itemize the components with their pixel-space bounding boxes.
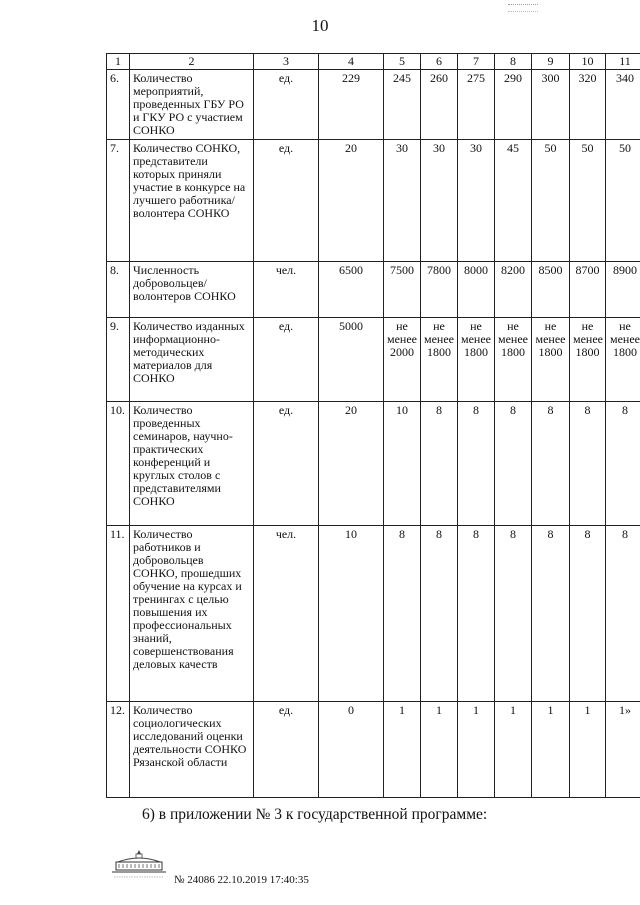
unit-cell: ед. — [254, 318, 319, 402]
value-cell: 1 — [421, 702, 458, 798]
value-cell: 8500 — [532, 262, 570, 318]
amendment-text: 6) в приложении № 3 к государственной программе: — [142, 806, 488, 823]
value-cell: 8 — [384, 526, 421, 702]
value-cell: 8 — [458, 402, 495, 526]
indicator-name: Количество социологических исследований оценки деятельности СОНКО Рязанской области — [130, 702, 254, 798]
row-number: 7. — [107, 140, 130, 262]
column-header: 1 — [107, 54, 130, 70]
column-header: 4 — [319, 54, 384, 70]
table-row — [107, 262, 640, 318]
value-cell: 8 — [495, 402, 532, 526]
row-number: 10. — [107, 402, 130, 526]
table-header-row — [107, 54, 640, 70]
value-cell: 290 — [495, 70, 532, 140]
value-cell: 8 — [532, 402, 570, 526]
value-cell: 8 — [458, 526, 495, 702]
row-number: 6. — [107, 70, 130, 140]
value-cell: 6500 — [319, 262, 384, 318]
value-cell: 50 — [606, 140, 640, 262]
value-cell: 10 — [319, 526, 384, 702]
column-header: 7 — [458, 54, 495, 70]
value-cell: 8 — [495, 526, 532, 702]
value-cell: 275 — [458, 70, 495, 140]
value-cell: 20 — [319, 140, 384, 262]
value-cell: 8 — [570, 402, 606, 526]
value-cell: 1 — [495, 702, 532, 798]
value-cell: не менее 1800 — [606, 318, 640, 402]
indicator-name: Численность добровольцев/ волонтеров СОНКО — [130, 262, 254, 318]
column-header: 2 — [130, 54, 254, 70]
value-cell: 7800 — [421, 262, 458, 318]
unit-cell: чел. — [254, 526, 319, 702]
table-row — [107, 402, 640, 526]
row-number: 12. — [107, 702, 130, 798]
scan-artifact — [508, 4, 538, 12]
unit-cell: ед. — [254, 140, 319, 262]
document-registration-stamp: № 24086 22.10.2019 17:40:35 — [174, 874, 309, 886]
value-cell: 1» — [606, 702, 640, 798]
page-number: 10 — [311, 16, 329, 35]
value-cell: 30 — [384, 140, 421, 262]
value-cell: не менее 1800 — [570, 318, 606, 402]
table-row — [107, 70, 640, 140]
value-cell: 8700 — [570, 262, 606, 318]
value-cell: 10 — [384, 402, 421, 526]
value-cell: 1 — [458, 702, 495, 798]
value-cell: 1 — [384, 702, 421, 798]
column-header: 11 — [606, 54, 640, 70]
value-cell: не менее 1800 — [421, 318, 458, 402]
table-row — [107, 702, 640, 798]
row-number: 8. — [107, 262, 130, 318]
indicators-table — [106, 53, 640, 798]
indicator-name: Количество работников и добровольцев СОНКО, прошедших обучение на курсах и тренингах с целью повышения их профессиональных знаний, совершенствования деловых качеств — [130, 526, 254, 702]
value-cell: не менее 1800 — [458, 318, 495, 402]
value-cell: 5000 — [319, 318, 384, 402]
indicator-name: Количество проведенных семинаров, научно-практических конференций и круглых столов с представителями СОНКО — [130, 402, 254, 526]
unit-cell: ед. — [254, 702, 319, 798]
unit-cell: ед. — [254, 402, 319, 526]
column-header: 3 — [254, 54, 319, 70]
value-cell: 50 — [532, 140, 570, 262]
column-header: 8 — [495, 54, 532, 70]
row-number: 11. — [107, 526, 130, 702]
value-cell: не менее 1800 — [532, 318, 570, 402]
value-cell: 8000 — [458, 262, 495, 318]
value-cell: 1 — [570, 702, 606, 798]
table-row — [107, 318, 640, 402]
value-cell: 8 — [606, 526, 640, 702]
column-header: 5 — [384, 54, 421, 70]
value-cell: 8 — [532, 526, 570, 702]
value-cell: не менее 1800 — [495, 318, 532, 402]
government-emblem-icon — [110, 848, 168, 880]
value-cell: 8 — [570, 526, 606, 702]
value-cell: 320 — [570, 70, 606, 140]
value-cell: 45 — [495, 140, 532, 262]
value-cell: 8900 — [606, 262, 640, 318]
value-cell: 8 — [421, 526, 458, 702]
value-cell: 7500 — [384, 262, 421, 318]
value-cell: 245 — [384, 70, 421, 140]
indicator-name: Количество мероприятий, проведенных ГБУ РО и ГКУ РО с участием СОНКО — [130, 70, 254, 140]
value-cell: 300 — [532, 70, 570, 140]
table-row — [107, 140, 640, 262]
table-row — [107, 526, 640, 702]
unit-cell: чел. — [254, 262, 319, 318]
value-cell: 229 — [319, 70, 384, 140]
row-number: 9. — [107, 318, 130, 402]
value-cell: 30 — [458, 140, 495, 262]
indicator-name: Количество изданных информационно-методических материалов для СОНКО — [130, 318, 254, 402]
value-cell: 8 — [421, 402, 458, 526]
value-cell: 8 — [606, 402, 640, 526]
value-cell: 260 — [421, 70, 458, 140]
emblem-graphic — [110, 848, 168, 880]
indicator-name: Количество СОНКО, представители которых приняли участие в конкурсе на лучшего работника/волонтера СОНКО — [130, 140, 254, 262]
value-cell: 340 — [606, 70, 640, 140]
value-cell: 20 — [319, 402, 384, 526]
value-cell: 50 — [570, 140, 606, 262]
value-cell: 8200 — [495, 262, 532, 318]
value-cell: 30 — [421, 140, 458, 262]
value-cell: 0 — [319, 702, 384, 798]
value-cell: 1 — [532, 702, 570, 798]
column-header: 9 — [532, 54, 570, 70]
value-cell: не менее 2000 — [384, 318, 421, 402]
column-header: 6 — [421, 54, 458, 70]
unit-cell: ед. — [254, 70, 319, 140]
column-header: 10 — [570, 54, 606, 70]
